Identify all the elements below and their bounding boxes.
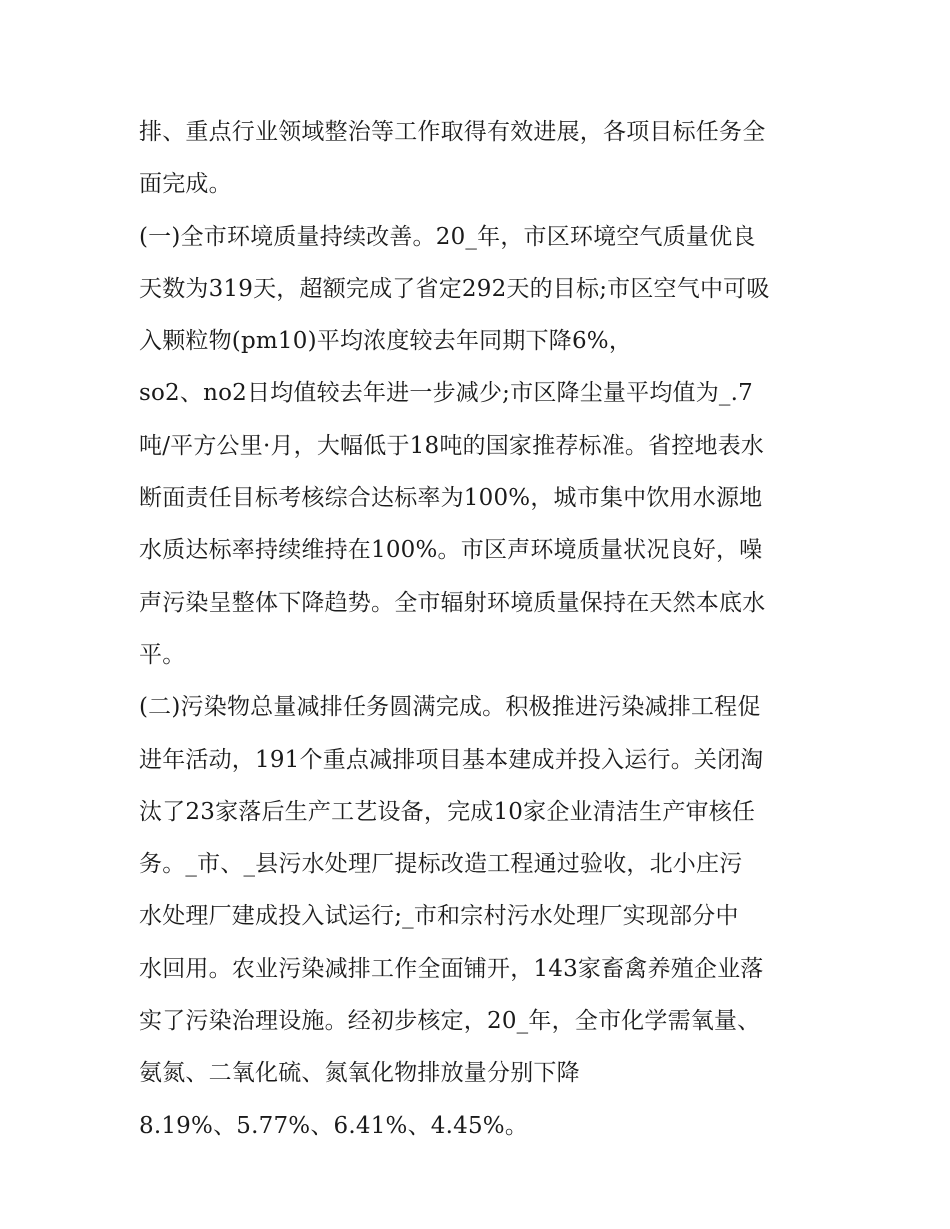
text-line-8: 断面责任目标考核综合达标率为100%，城市集中饮用水源地 (139, 485, 763, 512)
text-line-15: 务。_市、_县污水处理厂提标改造工程通过验收，北小庄污 (139, 851, 743, 878)
text-line-14: 汰了23家落后生产工艺设备，完成10家企业清洁生产审核任 (139, 798, 756, 825)
text-line-2: 面完成。 (139, 171, 232, 198)
text-line-13: 进年活动，191个重点减排项目基本建成并投入运行。关闭淘 (139, 746, 764, 773)
text-line-11: 平。 (139, 641, 186, 668)
text-line-9: 水质达标率持续维持在100%。市区声环境质量状况良好，噪 (139, 537, 763, 564)
text-line-19: 氨氮、二氧化硫、氮氧化物排放量分别下降 (139, 1060, 580, 1087)
text-line-18: 实了污染治理设施。经初步核定，20_年，全市化学需氧量、 (139, 1008, 761, 1035)
text-line-17: 水回用。农业污染减排工作全面铺开，143家畜禽养殖企业落 (139, 955, 764, 982)
text-line-7: 吨/平方公里·月，大幅低于18吨的国家推荐标准。省控地表水 (139, 432, 765, 459)
text-line-5: 入颗粒物(pm10)平均浓度较去年同期下降6%， (139, 328, 633, 355)
text-line-6: so2、no2日均值较去年进一步减少;市区降尘量平均值为_.7 (139, 380, 753, 407)
text-line-4: 天数为319天，超额完成了省定292天的目标;市区空气中可吸 (139, 275, 770, 302)
text-line-10: 声污染呈整体下降趋势。全市辐射环境质量保持在天然本底水 (139, 589, 766, 616)
document-body (139, 106, 829, 1152)
text-line-16: 水处理厂建成投入试运行;_市和宗村污水处理厂实现部分中 (139, 903, 739, 930)
section-2-heading-line: (二)污染物总量减排任务圆满完成。积极推进污染减排工程促 (139, 694, 761, 721)
text-line-20: 8.19%、5.77%、6.41%、4.45%。 (139, 1112, 529, 1139)
section-1-heading-line: (一)全市环境质量持续改善。20_年，市区环境空气质量优良 (139, 223, 756, 250)
text-line-1: 排、重点行业领域整治等工作取得有效进展，各项目标任务全 (139, 119, 766, 145)
